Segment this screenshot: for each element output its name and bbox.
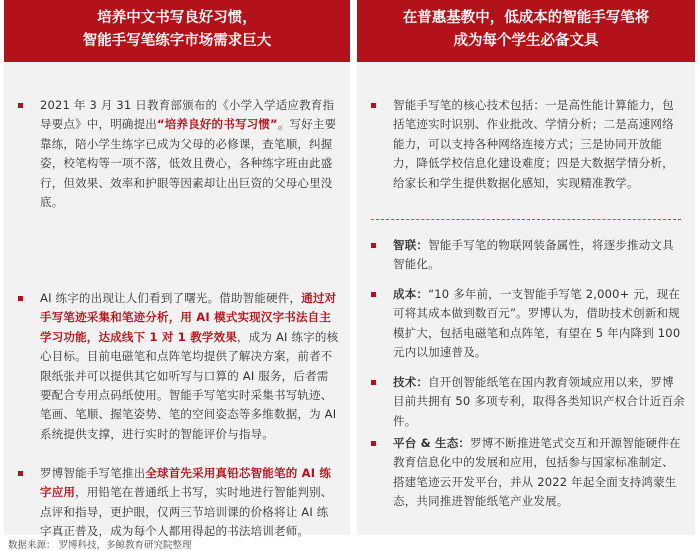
item-text: 罗博不断推进笔式交互和开源智能硬件在教育信息化中的发展和应用，包括参与国家标准制定、搭建笔迹云开发平台，并从 2022 年起全面支持鸿蒙生态，共同推进智能纸笔产业发展。 [393,436,681,509]
right-bullet-item-smart [371,236,685,275]
left-bullet-item-2 [18,289,340,444]
left-card [4,60,350,539]
left-bullet-item-1 [18,96,340,212]
right-intro-item [371,96,685,193]
right-panel [357,0,695,535]
right-card [357,60,695,535]
highlight-text: 通过对手写笔迹采集和笔迹分析，用 AI 模式实现汉字书法自主学习功能，达成线下 1 对 1 教学效果 [40,291,337,344]
left-paragraph-3: 罗博智能手写笔推出全球首先采用真铅芯智能笔的 AI 练字应用，用铅笔在普通纸上书写，实时地进行智能判别、点评和指导，更护眼，仅两三节培训课的价格将让 AI 练字真正普及，成为每个人都用得起的书法培训老师。 [40,466,333,539]
bullet-square-icon [18,471,23,476]
highlight-text: 全球首先采用真铅芯智能笔的 AI 练字应用 [40,466,332,500]
left-paragraph-2: AI 练字的出现让人们看到了曙光。借助智能硬件，通过对手写笔迹采集和笔迹分析，用 AI 模式实现汉字书法自主学习功能，达成线下 1 对 1 教学效果，成为 AI 练字的核心目标。目前电磁笔和点阵笔均提供了解决方案，前者不限纸张并可以提供其它如听写与口算的 AI 服务，后者需要配合专用点码纸使用。智能手写笔实时采集书写轨迹、笔画、笔顺、握笔姿势、笔的空间姿态等多维数据，为 AI 系统提供支撑，进行实时的智能评价与指导。 [40,291,339,441]
left-title-line2: 智能手写笔练字市场需求巨大 [82,33,272,49]
item-label: 技术： [393,375,429,389]
bullet-square-icon [371,380,376,385]
right-bullet-item-platform [371,434,685,512]
highlight-text: “培养良好的书写习惯” [157,117,278,132]
right-bullet-item-cost [371,285,685,363]
left-title-line1: 培养中文书写良好习惯， [97,10,257,26]
item-label: 智联： [393,238,429,252]
left-title-banner [4,0,350,60]
bullet-square-icon [18,103,23,108]
bullet-square-icon [371,103,376,108]
bullet-square-icon [371,441,376,446]
right-title-line2: 成为每个学生必备文具 [453,33,599,49]
right-bullet-item-tech [371,373,685,431]
left-bullet-item-3 [18,464,340,542]
item-text: 智能手写笔的物联网装备属性，将逐步推动文具智能化。 [393,238,674,272]
item-text: 自开创智能纸笔在国内教育领域应用以来，罗博目前共拥有 50 多项专利，取得各类知识产权合计近百余件。 [393,375,685,428]
item-text: “10 多年前，一支智能手写笔 2,000+ 元，现在可将其成本做到数百元”。罗博认为，借助技术创新和规模扩大，包括电磁笔和点阵笔，有望在 5 年内降到 100 元内以加速普及。 [393,287,681,360]
right-intro-text: 智能手写笔的核心技术包括：一是高性能计算能力，包括笔迹实时识别、作业批改、学情分析；二是高速网络能力，可以支持各种网络连接方式；三是协同开放能力，降低学校信息化建设难度；四是大数据学情分析，给家长和学生提供数据化感知，实现精准教学。 [393,98,674,190]
right-title-banner [357,0,695,60]
left-panel [4,0,350,539]
data-source-footer: 数据来源： 罗博科技，多鲸教育研究院整理 [8,540,192,551]
item-label: 成本： [393,287,429,301]
bullet-square-icon [18,296,23,301]
bullet-square-icon [371,243,376,248]
right-title-line1: 在普惠基教中，低成本的智能手写笔将 [402,10,650,26]
bullet-square-icon [371,292,376,297]
left-paragraph-1: 2021 年 3 月 31 日教育部颁布的《小学入学适应教育指导要点》中，明确提出“培养良好的书写习惯”。写好主要靠练，陪小学生练字已成为父母的必修课，查笔顺，纠握姿，校笔构等一项不落，低效且费心，各种练字班由此盛行，但效果、效率和护眼等因素却让出巨资的父母心里没底。 [40,98,337,210]
item-label: 平台 & 生态： [393,436,471,450]
dashed-divider [371,219,681,220]
